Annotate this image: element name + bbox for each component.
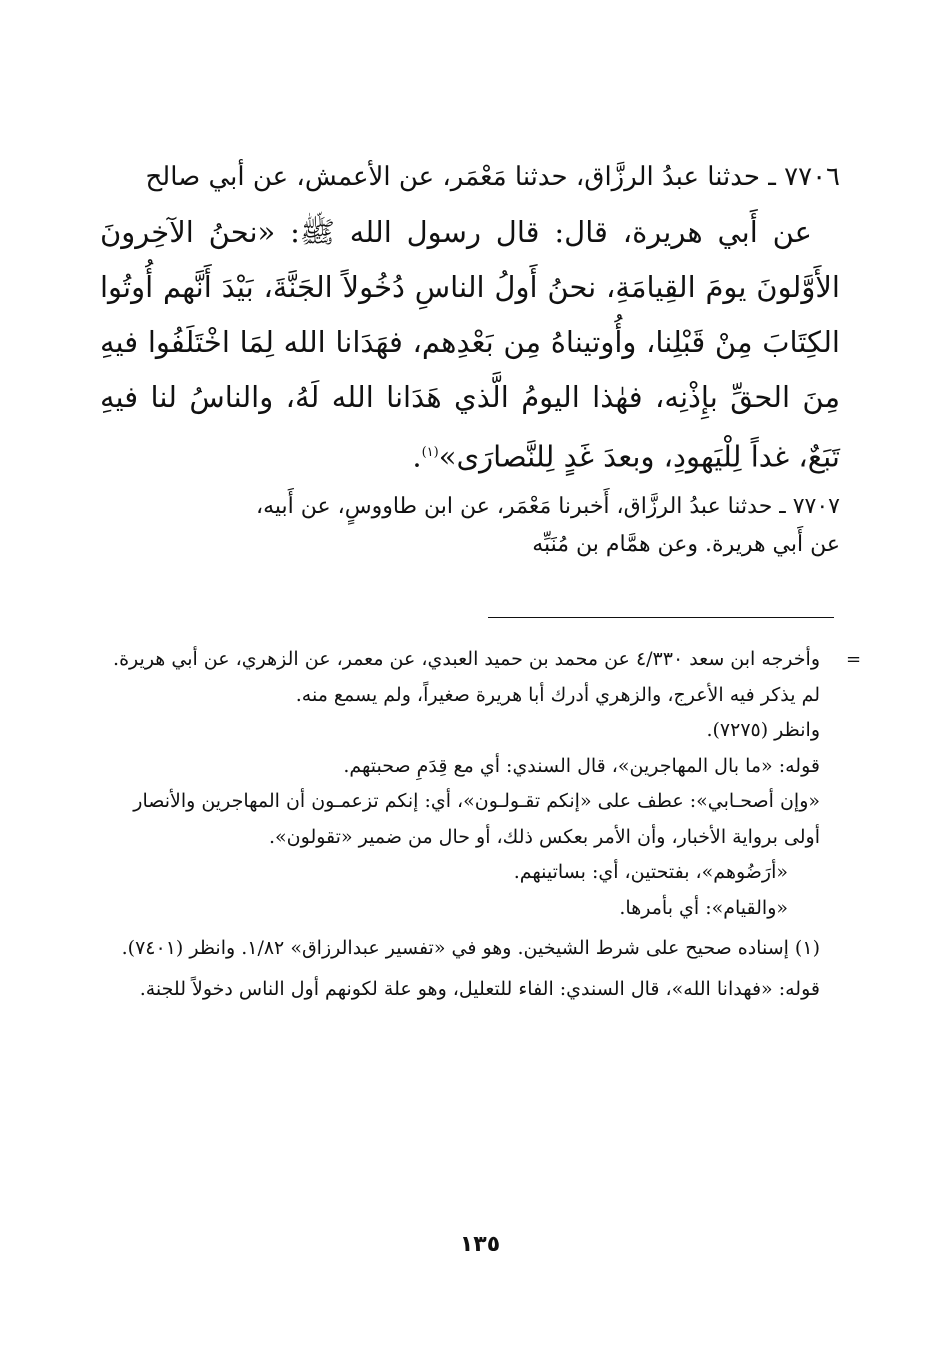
hadith-7706-text <box>100 205 840 485</box>
footnote-paragraph-5: «أرَضُوهم»، بفتحتين، أي: بساتينهم. <box>513 861 788 883</box>
footnote-paragraph-3: قوله: «ما بال المهاجرين»، قال السندي: أي مع قِدَمِ صحبتهم. <box>343 754 820 777</box>
footnote-paragraph-4: «وإن أصحـابي»: عطف على «إنكم تقـولـون»، أي: إنكم تزعمـون أن المهاجرين والأنصار أولى برواية الأخبار، وأن الأمر بعكس ذلك، أو حال من ضمير «تقولون». <box>133 790 820 848</box>
hadith-7707-line1: ٧٧٠٧ ـ حدثنا عبدُ الرزَّاق، أَخبرنا مَعْمَر، عن ابن طاووسٍ، عن أَبيه، <box>255 494 840 519</box>
hadith-7706-end: . <box>412 439 422 474</box>
footnote-paragraph-8: قوله: «فهدانا الله»، قال السندي: الفاء للتعليل، وهو علة لكونهم أول الناس دخولاً للجنة. <box>139 977 820 1000</box>
footnote-paragraph-1: وأخرجه ابن سعد ٤/٣٣٠ عن محمد بن حميد العبدي، عن معمر، عن الزهري، عن أبي هريرة. لم يذكر فيه الأعرج، والزهري أدرك أبا هريرة صغيراً، ولم يسمع منه. <box>113 648 820 706</box>
footnote-ref-1[interactable]: (١) <box>421 445 439 460</box>
hadith-7706 <box>100 150 840 485</box>
hadith-7707 <box>100 488 840 564</box>
footnote-1: (١) إسناده صحيح على شرط الشيخين. وهو في «تفسير عبدالرزاق» ١/٨٢. وانظر (٧٤٠١). <box>121 937 820 959</box>
footnote-separator <box>488 617 834 618</box>
page-number: ١٣٥ <box>459 1232 501 1257</box>
hadith-7706-body: عن أَبي هريرة، قال: قال رسول الله ﷺ: «نحنُ الآخِرونَ الأَوَّلونَ يومَ القِيامَةِ، نحنُ أَولُ الناسِ دُخُولاً الجَنَّةَ، بَيْدَ أَنَّهم أُوتُوا الكِتَابَ مِنْ قَبْلِنا، وأُوتيناهُ مِن بَعْدِهم، فهَدَانا الله لِمَا اخْتَلَفُوا فيهِ مِنَ الحقِّ بإِذْنِه، فهٰذا اليومُ الَّذي هَدَانا الله لَهُ، والناسُ لنا فيهِ تَبَعٌ، غداً لِلْيَهودِ، وبعدَ غَدٍ لِلنَّصارَى» <box>100 215 840 474</box>
hadith-7706-first-line: ٧٧٠٦ ـ حدثنا عبدُ الرزَّاق، حدثنا مَعْمَر، عن الأعمش، عن أبي صالح <box>145 162 840 192</box>
hadith-7707-line2: عن أَبي هريرة. وعن همَّام بن مُنَبِّه <box>532 532 840 557</box>
footnote-paragraph-6: «والقيام»: أي بأمرها. <box>619 896 788 919</box>
footnote-paragraph-2: وانظر (٧٢٧٥). <box>706 719 820 741</box>
footnote-continuation-mark: = <box>846 649 862 670</box>
footnotes <box>100 642 840 1007</box>
